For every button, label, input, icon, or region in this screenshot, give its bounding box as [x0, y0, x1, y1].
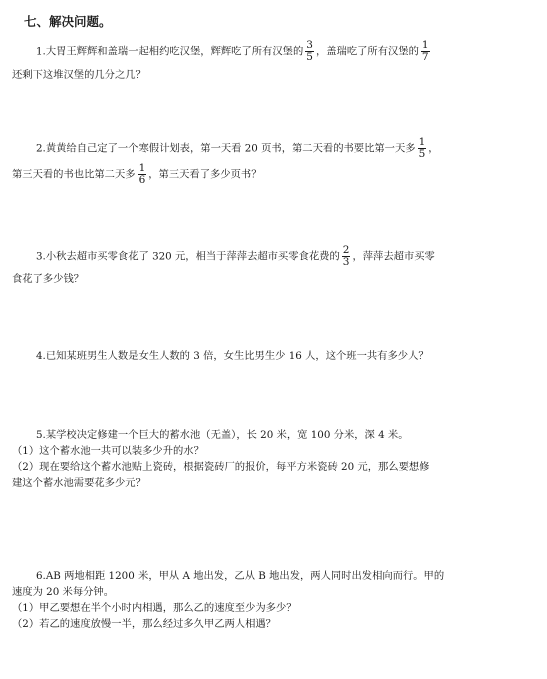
q1-frac2-den: 7	[421, 51, 429, 63]
q2-frac1-den: 5	[418, 148, 426, 160]
q6-sub1: （1）甲乙要想在半个小时内相遇，那么乙的速度至少为多少？	[12, 602, 297, 614]
q3-text-b: ，萍萍去超市买零	[352, 250, 435, 263]
q1-frac1-num: 3	[306, 39, 313, 51]
q2-frac2-num: 1	[138, 162, 146, 174]
q6-sub2: （2）若乙的速度放慢一半，那么经过多久甲乙两人相遇？	[12, 618, 276, 630]
q2-text-c: 第三天看的书也比第二天多	[12, 168, 136, 181]
q1-line1	[36, 40, 432, 63]
q2-fraction-1	[418, 137, 427, 160]
q3-frac-den: 3	[342, 256, 350, 268]
q2-text-a: 2.黄黄给自己定了一个寒假计划表，第一天看 20 页书，第二天看的书要比第一天多	[36, 142, 416, 155]
q1-text-b: ，盖瑞吃了所有汉堡的	[315, 45, 419, 58]
section-title: 七、解决问题。	[24, 14, 112, 29]
q3-line2: 食花了多少钱？	[12, 273, 85, 285]
q1-frac2-num: 1	[421, 39, 429, 51]
q1-line2: 还剩下这堆汉堡的几分之几？	[12, 69, 146, 81]
q6-line2: 速度为 20 米每分钟。	[12, 586, 115, 598]
q5-line1: 5.某学校决定修建一个巨大的蓄水池（无盖），长 20 米，宽 100 分米，深 4 米。	[36, 429, 409, 441]
q2-line2	[12, 163, 262, 186]
q2-text-d: ，第三天看了多少页书？	[148, 168, 262, 181]
q5-sub2-line1: （2）现在要给这个蓄水池贴上瓷砖，根据瓷砖厂的报价，每平方米瓷砖 20 元，那么要想修	[12, 461, 430, 473]
q3-text-a: 3.小秋去超市买零食花了 320 元，相当于萍萍去超市买零食花费的	[36, 250, 340, 263]
q3-line1	[36, 245, 435, 268]
q4-line1: 4.已知某班男生人数是女生人数的 3 倍，女生比男生少 16 人，这个班一共有多少人？	[36, 350, 429, 362]
q2-line1	[36, 137, 439, 160]
q3-frac-num: 2	[342, 244, 350, 256]
q3-fraction	[342, 245, 351, 268]
q1-frac1-den: 5	[306, 51, 313, 63]
q5-sub1: （1）这个蓄水池一共可以装多少升的水？	[12, 445, 204, 457]
q5-sub2-line2: 建这个蓄水池需要花多少元？	[12, 477, 146, 489]
q1-text-a: 1.大胃王辉辉和盖瑞一起相约吃汉堡，辉辉吃了所有汉堡的	[36, 45, 304, 58]
q2-frac2-den: 6	[138, 174, 146, 186]
q6-line1: 6.AB 两地相距 1200 米，甲从 A 地出发，乙从 B 地出发，两人同时出发相向而行。甲的	[36, 570, 445, 582]
q2-text-b: ，	[428, 142, 439, 155]
q1-fraction-1	[305, 40, 314, 63]
q1-fraction-2	[421, 40, 430, 63]
q2-fraction-2	[138, 163, 147, 186]
q2-frac1-num: 1	[418, 136, 426, 148]
